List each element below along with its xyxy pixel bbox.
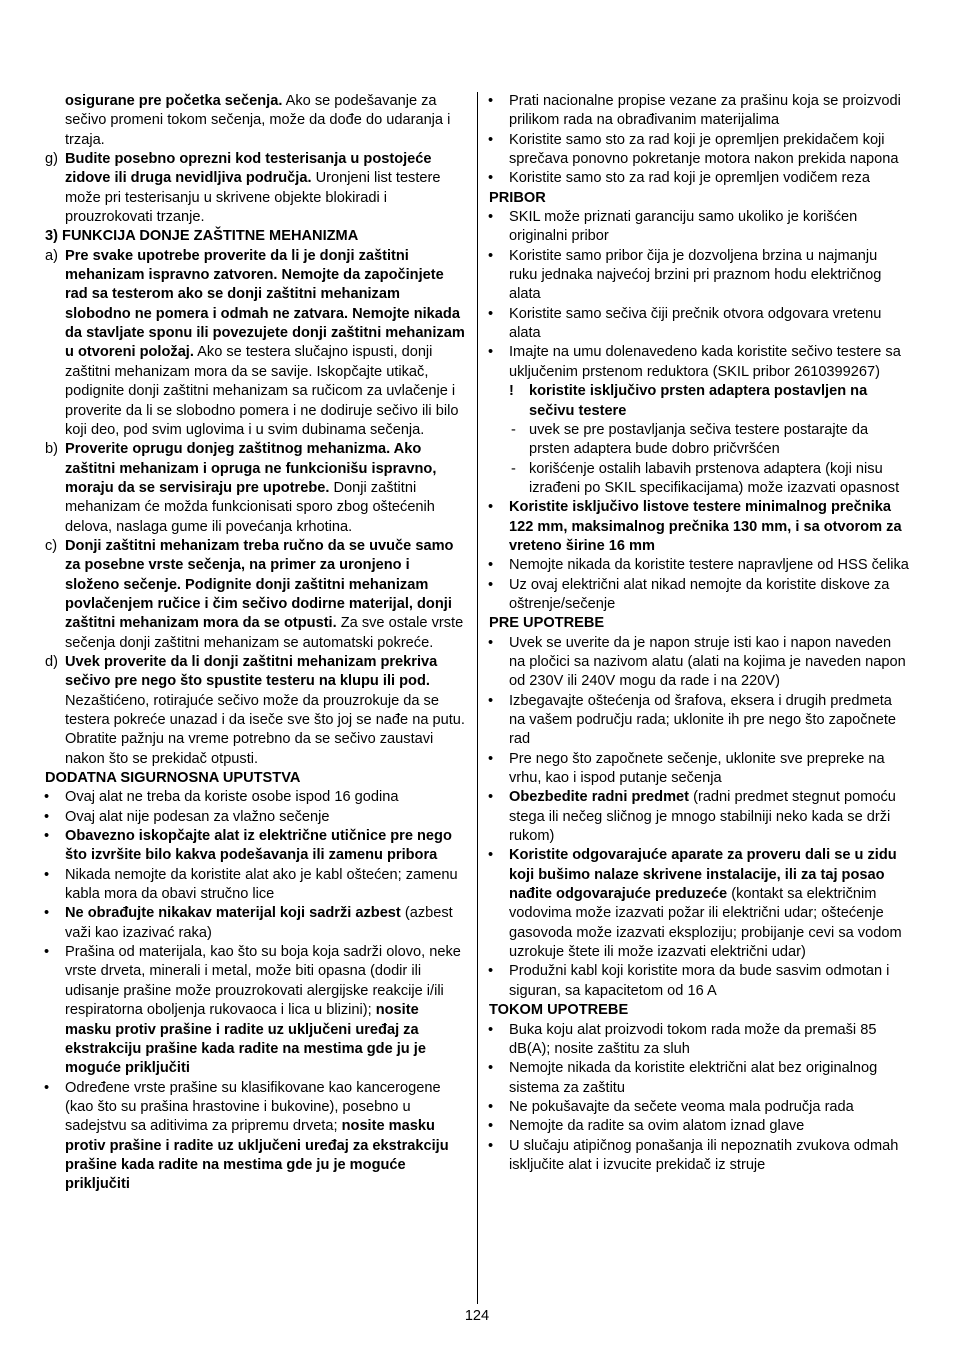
list-item-bold: Obavezno iskopčajte alat iz električne utičnice pre nego što izvršite bilo kakva podešavanja ili zamenu pribora [65,828,452,864]
list-item-text: Koristite samo sto za rad koji je opremljen vodičem reza [509,170,870,187]
list-item-bold: Ne obrađujte nikakav materijal koji sadrži azbest [65,905,401,922]
dash-marker: - [511,460,516,477]
sub-list-item [489,460,909,499]
intro-text: Ako se podešavanje za sečivo promeni tokom sečenja, može da dođe do udaranja i trzaja. [65,93,451,148]
list-item-text: Nemojte da radite sa ovim alatom iznad glave [509,1118,805,1135]
list-item [489,247,909,305]
item-b-bold: Proverite oprugu donjeg zaštitnog mehanizma. Ako zaštitni mehanizam i opruga ne funkcionišu ispravno, moraju da se servisiraju pre upotrebe. [65,441,437,496]
accessories-heading: PRIBOR [489,189,546,206]
warning-item [489,382,909,421]
bullet: • [44,808,50,825]
item-d-text: Nezaštićeno, rotirajuće sečivo može da prouzrokuje da se testera pokreće unazad i da iseče sve što joj se nađe na putu. Obratite pažnju na vreme potrebno da se sečivo zaustavi nakon što se prekidač otpusti. [65,692,465,767]
bullet: • [488,789,494,806]
list-item-bold: nosite masku protiv prašine i radite uz uključeni uređaj za ekstrakciju prašine kada radite na mestima gde ju je moguće priključiti [65,1118,449,1193]
list-item [489,92,909,131]
list-item [489,1098,909,1117]
list-item [489,208,909,247]
intro-paragraph [45,92,465,150]
bullet: • [44,944,50,961]
bullet: • [488,1118,494,1135]
item-c-bold: Donji zaštitni mehanizam treba ručno da se uvuče samo za posebne vrste sečenja, na primer za uronjeno i složeno sečenje. Podignite donji zaštitni mehanizam povlačenjem ručice i čim sečivo dodirne materijal, donji zaštitni mehanizam mora da se otpusti. [65,537,454,632]
list-item [45,808,465,827]
bullet: • [488,963,494,980]
item-g-marker: g) [45,151,58,168]
list-item-text: (kontakt sa električnim vodovima može izazvati požar ili električni udar; oštećenje gasovoda može izazvati eksploziju; probijanje cevi sa vodom uzrokuje štete ili može izazvati električni udar) [509,886,902,961]
intro-bold: osigurane pre početka sečenja. [65,93,283,109]
page-number: 124 [464,1308,490,1324]
list-item [489,576,909,615]
list-item [45,904,465,943]
bullet: • [488,247,494,264]
bullet: • [488,1098,494,1115]
bullet: • [488,1137,494,1154]
list-item [489,1059,909,1098]
list-item [45,827,465,866]
list-item-text: Pre nego što započnete sečenje, uklonite sve prepreke na vrhu, kao i ispod putanje sečenja [509,750,885,787]
list-item-text: Imajte na umu dolenavedeno kada koristite sečivo testere sa uključenim prstenom reduktora (SKIL pribor 2610399267) [509,344,901,380]
bullet: • [488,634,494,651]
bullet: • [488,209,494,226]
bullet: • [44,905,50,922]
bullet: • [488,750,494,767]
bullet: • [488,1060,494,1077]
bullet: • [488,499,494,516]
exclamation-icon: ! [509,383,514,400]
bullet: • [488,557,494,574]
additional-safety-heading: DODATNA SIGURNOSNA UPUTSTVA [45,770,301,787]
right-column [489,92,909,1175]
section-3-heading: 3) FUNKCIJA DONJE ZAŠTITNE MEHANIZMA [45,228,359,245]
item-a-bold: Pre svake upotrebe proverite da li je donji zaštitni mehanizam ispravno zatvoren. Nemojte da započinjete rad sa testerom ako se donji zaštitni mehanizam slobodno ne pomera i odmah ne zatvara. Nemojte nikada da stavljate sponu ili povezujete donji zaštitni mehanizam u otvoreni položaj. [65,247,465,361]
list-item-text: U slučaju atipičnog ponašanja ili nepoznatih zvukova odmah isključite alat i izvucite prekidač iz struje [509,1137,899,1173]
item-b [45,440,465,537]
bullet: • [44,789,50,806]
list-item-text: Produžni kabl koji koristite mora da bude sasvim odmotan i siguran, sa kapacitetom od 16 A [509,963,890,999]
list-item [489,962,909,1001]
list-item [489,846,909,962]
list-item-text: Određene vrste prašine su klasifikovane kao kancerogene (kao što su prašina hrastovine i bukovine), posebno u sadejstvu sa aditivima za pripremu drveta; [65,1079,441,1135]
list-item-bold: Koristite odgovarajuće aparate za proveru dali se u zidu koji bušimo nalaze skrivene instalacije, ili za taj posao nađite odgovarajuće preduzeće [509,847,897,903]
list-item [489,692,909,750]
list-item-text: (azbest važi kao izazivać raka) [65,905,453,941]
bullet: • [488,847,494,864]
bullet: • [488,576,494,593]
list-item-text: Koristite samo sto za rad koji je opremljen prekidačem koji sprečava ponovno pokretanje motora nakon prekida napona [509,131,899,168]
list-item [45,943,465,1078]
list-item [489,750,909,789]
item-c [45,537,465,653]
list-item-bold: Koristite isključivo listove testere minimalnog prečnika 122 mm, maksimalnog prečnika 130 mm, i sa otvorom za vreteno širine 16 mm [509,499,902,554]
list-item [45,1079,465,1195]
item-b-text: Donji zaštitni mehanizam će možda funkcionisati sporo zbog oštećenih delova, naslaga gume ili povećanja krhotina. [65,479,435,535]
item-c-marker: c) [45,537,58,554]
bullet: • [488,1021,494,1038]
list-item-text: Nemojte nikada da koristite testere napravljene od HSS čelika [509,557,909,574]
bullet: • [488,93,494,109]
list-item-text: Koristite samo pribor čija je dozvoljena brzina u najmanju ruku jednaka najvećoj brzini pri praznom hodu električnog alata [509,247,882,303]
bullet: • [488,170,494,187]
list-item [489,1021,909,1060]
item-g-bold: Budite posebno oprezni kod testerisanja u postojeće zidove ili druga nevidljiva područja. [65,151,432,187]
dash-marker: - [511,421,516,438]
column-divider [477,92,478,1304]
bullet: • [488,305,494,322]
list-item [489,788,909,846]
bullet: • [44,828,50,845]
item-a-marker: a) [45,247,58,264]
bullet: • [488,344,494,361]
list-item [489,131,909,170]
list-item-text: Izbegavajte oštećenja od šrafova, eksera i drugih predmeta na vašem području rada; uklonite ih pre nego što započnete rad [509,692,896,748]
list-item-text: Nemojte nikada da koristite električni alat bez originalnog sistema za zaštitu [509,1060,878,1096]
list-item-text: Ovaj alat nije podesan za vlažno sečenje [65,808,330,825]
list-item-text: Ovaj alat ne treba da koriste osobe ispod 16 godina [65,789,399,806]
left-column [45,92,465,1195]
sub-list-item [489,421,909,460]
list-item [489,169,909,188]
list-item-text: Koristite samo sečiva čiji prečnik otvora odgovara vretenu alata [509,305,882,342]
item-d [45,653,465,769]
warning-text: koristite isključivo prsten adaptera postavljen na sečivu testere [529,383,868,419]
list-item-text: Prašina od materijala, kao što su boja koja sadrži olovo, neke vrste drveta, minerali i metal, može biti opasna (dodir ili udisanje prašine može prouzrokovati alergijske reakcije i/ili respiratorna oboljenja rukovaoca i lica u blizini); [65,944,461,1019]
bullet: • [44,1079,50,1096]
list-item [489,556,909,575]
list-item [489,305,909,344]
sub-list-item-text: uvek se pre postavljanja sečiva testere postarajte da prsten adaptera bude dobro pričvršćen [529,421,869,458]
item-d-bold: Uvek proverite da li donji zaštitni mehanizam prekriva sečivo pre nego što spustite testeru na klupu ili pod. [65,653,438,690]
list-item [489,1137,909,1176]
list-item [489,1117,909,1136]
list-item-text: Uvek se uverite da je napon struje isti kao i napon naveden na pločici sa nazivom alatu (alati na kojima je naveden napon od 230V ili 240V mogu da rade i na 220V) [509,634,906,690]
item-b-marker: b) [45,441,58,458]
list-item-text: Prati nacionalne propise vezane za prašinu koja se proizvodi prilikom rada na obrađivanim materijalima [509,93,901,129]
list-item [45,788,465,807]
list-item-text: (radni predmet stegnut pomoću stega ili nečeg sličnog je mnogo stabilniji neko kada se drži rukom) [509,789,896,845]
list-item [489,343,909,382]
during-use-heading: TOKOM UPOTREBE [489,1002,629,1019]
sub-list-item-text: korišćenje ostalih labavih prstenova adaptera (koji nisu izrađeni po SKIL specifikacijama) može izazvati opasnost [529,460,900,496]
bullet: • [488,692,494,709]
list-item [489,498,909,556]
bullet: • [488,131,494,148]
item-g-text: Uronjeni list testere može pri testerisanju u skrivene objekte blokiradi i prouzrokovati trzanje. [65,170,441,226]
list-item-text: Nikada nemojte da koristite alat ako je kabl oštećen; zamenu kabla mora da obavi stručno lice [65,866,458,903]
item-g [45,150,465,227]
item-a-text: Ako se testera slučajno ispusti, donji zaštitni mehanizam mora da se savije. Iskopčajte utikač, podignite donji zaštitni mehanizam sa ručicom za uvlačenje i proverite da li se slobodno pomera i ne dodiruje sečivo ili bilo koji deo, pod svim uglovima i u svim dubinama sečenja. [65,344,459,438]
item-d-marker: d) [45,653,58,670]
list-item [489,634,909,692]
before-use-heading: PRE UPOTREBE [489,615,605,632]
list-item-bold: Obezbedite radni predmet [509,789,690,806]
list-item-text: SKIL može priznati garanciju samo ukoliko je korišćen originalni pribor [509,209,858,245]
list-item-text: Buka koju alat proizvodi tokom rada može da premaši 85 dB(A); nosite zaštitu za sluh [509,1021,877,1057]
list-item-text: Uz ovaj električni alat nikad nemojte da koristite diskove za oštrenje/sečenje [509,576,890,612]
item-c-text: Za sve ostale vrste sečenja donji zaštitni mehanizam se automatski pokreće. [65,615,464,651]
list-item [45,866,465,905]
list-item-bold: nosite masku protiv prašine i radite uz uključeni uređaj za ekstrakciju prašine kada radite na mestima gde ju je moguće priključiti [65,1002,426,1077]
bullet: • [44,866,50,883]
list-item-text: Ne pokušavajte da sečete veoma mala područja rada [509,1098,854,1115]
item-a [45,247,465,440]
